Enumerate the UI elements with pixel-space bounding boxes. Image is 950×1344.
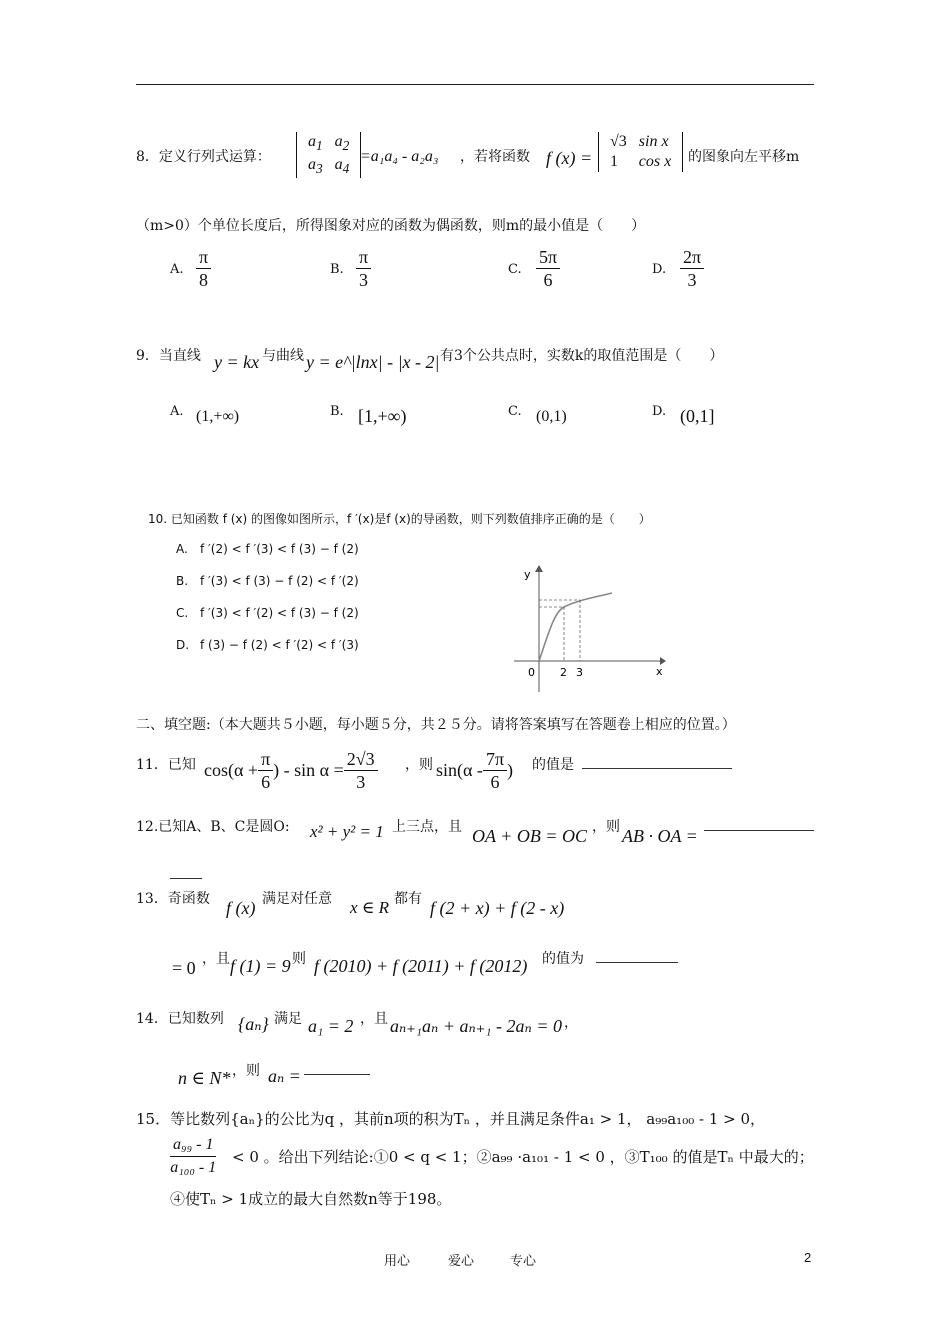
q14-domain: n ∈ N*	[178, 1068, 231, 1088]
q13-eq-zero: = 0	[172, 958, 196, 978]
q10-option-c: f ′(3) < f ′(2) < f (3) − f (2)	[200, 606, 359, 620]
q8-suffix: 的图象向左平移m	[688, 149, 800, 165]
q13-line2-b: ，且	[202, 951, 230, 967]
q8-function-det: √3 sin x 1 cos x	[598, 132, 683, 172]
q9-curve: y = e^|lnx| - |x - 2|	[306, 352, 440, 372]
q9-option-c-label: C.	[508, 404, 522, 419]
q8-option-b-label: B.	[330, 262, 344, 277]
q10-tick-3: 3	[576, 666, 583, 679]
q8-line2: （m>0）个单位长度后，所得图象对应的函数为偶函数，则m的最小值是（ ）	[136, 218, 646, 234]
header-rule	[136, 84, 814, 85]
q8-mid: ，若将函数	[460, 149, 530, 165]
q13-answer-blank[interactable]	[596, 956, 678, 963]
q12-circle: x² + y² = 1	[310, 822, 384, 841]
q11-target: sin(α - $\frac{7\pi}{6}$ )	[436, 749, 514, 792]
q13-expr: f (2 + x) + f (2 - x)	[430, 898, 565, 918]
q10-option-b: f ′(3) < f (3) − f (2) < f ′(2)	[200, 574, 359, 588]
q14-prefix: 14．已知数列	[136, 1011, 224, 1027]
q9-line: y = kx	[214, 352, 260, 372]
q8-determinant-def: $a_1$ $a_2$ $a_3$ $a_4$	[296, 132, 361, 178]
q10-y-label: y	[524, 568, 531, 581]
q9-mid: 与曲线	[262, 348, 304, 364]
q14-mid3: ，则	[232, 1063, 260, 1079]
q13-fx: f (x)	[226, 898, 256, 918]
q12-result: AB · OA =	[622, 826, 698, 846]
q8-option-a-label: A.	[170, 262, 184, 277]
q10-option-a: f ′(2) < f ′(3) < f (3) − f (2)	[200, 542, 359, 556]
q9-option-c: (0,1)	[536, 408, 567, 425]
q12-answer-blank-cont[interactable]	[170, 872, 202, 879]
q10-x-label: x	[656, 665, 663, 678]
q9-option-b-label: B.	[330, 404, 344, 419]
q13-f1: f (1) = 9	[230, 956, 291, 976]
q11-answer-blank[interactable]	[582, 760, 732, 769]
q10-curve	[539, 593, 612, 661]
footer-left: 用心	[384, 1254, 411, 1269]
q8-det-expansion: =a₁a₄ - a₂a₃	[360, 148, 439, 165]
q11-equation: cos(α + $\frac{\pi}{6}$ ) - sin α = $\frac{2√3}{3}$	[204, 748, 378, 793]
q10-option-c-label: C.	[176, 606, 189, 620]
q9-option-a: (1,+∞)	[196, 408, 240, 425]
q9-option-d-label: D.	[652, 404, 667, 419]
q10-x-arrow	[660, 657, 666, 665]
q8-option-c-label: C.	[508, 262, 522, 277]
q12-answer-blank[interactable]	[704, 822, 814, 831]
q14-comma: ，	[564, 1015, 578, 1031]
q12-prefix: 12.已知A、B、C是圆O:	[136, 819, 290, 835]
q11-suffix: 的值是	[532, 757, 574, 773]
q13-line2-c: 则	[292, 951, 306, 967]
q15-line1: 15．等比数列{aₙ}的公比为q ，其前n项的积为Tₙ ，并且满足条件a₁ > 1， a₉₉a₁₀₀ - 1 > 0，	[136, 1110, 766, 1128]
q14-mid: 满足	[274, 1011, 302, 1027]
q9-option-d: (0,1]	[680, 406, 715, 426]
page-number: 2	[804, 1250, 812, 1265]
footer-mid: 爱心	[448, 1254, 475, 1269]
q14-a1: a₁ = 2	[308, 1016, 354, 1036]
q14-mid2: ，且	[360, 1011, 388, 1027]
q9-prefix: 9．当直线	[136, 348, 201, 364]
footer-right: 专心	[510, 1254, 537, 1269]
q12-mid: 上三点，且	[392, 819, 462, 835]
q13-mid: 满足对任意	[262, 891, 332, 907]
q8-prefix: 8．定义行列式运算：	[136, 149, 271, 165]
q10-option-d: f (3) − f (2) < f ′(2) < f ′(3)	[200, 638, 359, 652]
q14-recurrence: aₙ₊₁aₙ + aₙ₊₁ - 2aₙ = 0	[390, 1016, 562, 1036]
q10-stem: 10. 已知函数 f (x) 的图像如图所示，f ′(x)是f (x)的导函数，则下列数值排序正确的是（ ）	[148, 512, 651, 526]
q9-suffix: 有3个公共点时，实数k的取值范围是（ ）	[440, 348, 724, 364]
section2-heading: 二、填空题:（本大题共５小题，每小题５分，共２５分。请将答案填写在答题卷上相应的位置。）	[136, 717, 736, 733]
q13-cond: x ∈ R	[350, 898, 390, 917]
q9-option-b: [1,+∞)	[358, 406, 407, 426]
q13-suffix: 的值为	[542, 951, 584, 967]
q8-option-b: $\frac{\pi}{3}$	[356, 246, 371, 291]
q13-sum: f (2010) + f (2011) + f (2012)	[314, 956, 528, 976]
q12-vector-eq: OA + OB = OC	[472, 826, 587, 846]
q10-graph	[508, 560, 668, 696]
q10-y-arrow	[535, 565, 543, 572]
q15-line3: ④使Tₙ > 1成立的最大自然数n等于198。	[170, 1190, 452, 1208]
q10-origin-label: 0	[528, 666, 535, 679]
q14-seq: {aₙ}	[238, 1014, 269, 1034]
q8-option-d-label: D.	[652, 262, 667, 277]
q15-line2: < 0 。给出下列结论:①0 < q < 1；②a₉₉ ·a₁₀₁ - 1 < 0 ，③T₁₀₀ 的值是Tₙ 中最大的；	[232, 1148, 814, 1166]
q14-answer-blank[interactable]	[304, 1070, 370, 1075]
q9-option-a-label: A.	[170, 404, 184, 419]
q10-option-a-label: A.	[176, 542, 188, 556]
q10-option-b-label: B.	[176, 574, 189, 588]
q14-answer-label: aₙ =	[268, 1066, 301, 1086]
q15-fraction: $\frac{\text{a₉₉ - 1}}{\text{a₁₀₀ - 1}}$	[170, 1136, 217, 1176]
q12-mid2: ，则	[592, 819, 620, 835]
q8-option-c: $\frac{5\pi}{6}$	[536, 246, 560, 291]
q11-mid: ，则	[405, 757, 433, 773]
q11-prefix: 11．已知	[136, 757, 196, 773]
q13-mid2: 都有	[394, 891, 422, 907]
q13-prefix: 13．奇函数	[136, 891, 210, 907]
q10-tick-2: 2	[560, 666, 567, 679]
q8-option-d: $\frac{2\pi}{3}$	[680, 246, 704, 291]
q8-function: f (x) =	[546, 148, 593, 168]
q10-option-d-label: D.	[176, 638, 190, 652]
q8-option-a: $\frac{\pi}{8}$	[196, 246, 211, 291]
